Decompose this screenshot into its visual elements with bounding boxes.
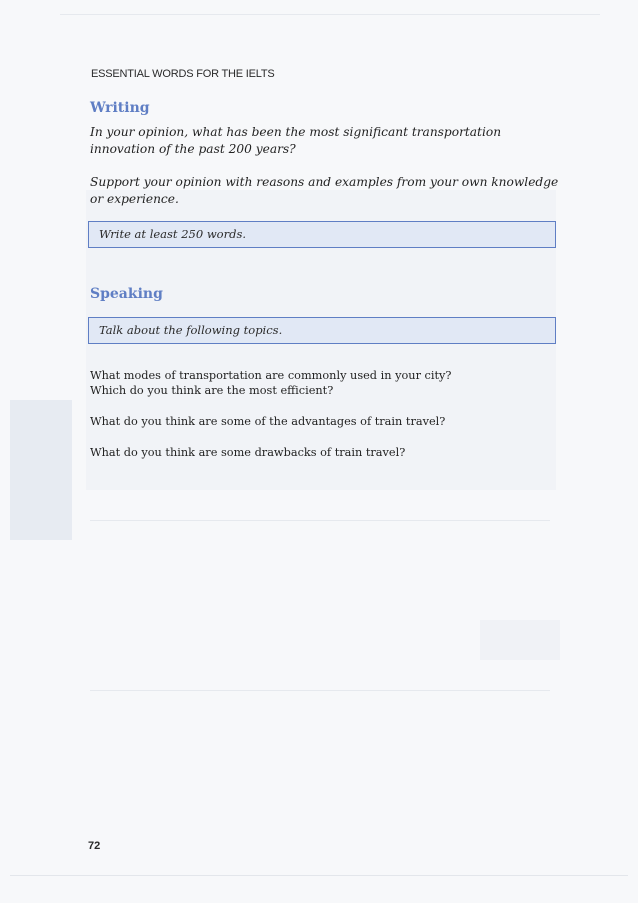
speaking-section-title: Speaking: [90, 286, 163, 302]
speaking-instruction-box: [88, 317, 556, 344]
show-through-shade: [480, 620, 560, 660]
show-through-line: [90, 690, 550, 691]
bottom-divider: [10, 875, 628, 876]
show-through-line: [60, 14, 600, 15]
speaking-question: Which do you think are the most efficient?: [90, 384, 334, 397]
writing-support-instruction: Support your opinion with reasons and examples from your own knowledge or experience.: [90, 175, 559, 206]
writing-question: In your opinion, what has been the most significant transportation innovation of the past 200 years?: [90, 125, 502, 156]
speaking-instruction-text: Talk about the following topics.: [99, 323, 283, 337]
speaking-question: What do you think are some drawbacks of train travel?: [90, 446, 406, 459]
show-through-line: [90, 520, 550, 521]
writing-instruction-box: [88, 221, 556, 248]
writing-instruction-text: Write at least 250 words.: [99, 227, 247, 241]
show-through-shade: [10, 400, 72, 540]
running-head: ESSENTIAL WORDS FOR THE IELTS: [91, 68, 275, 80]
speaking-question: What do you think are some of the advantages of train travel?: [90, 415, 446, 428]
page-number: 72: [88, 840, 101, 852]
writing-section-title: Writing: [90, 100, 150, 116]
speaking-question: What modes of transportation are commonly used in your city?: [90, 369, 452, 382]
